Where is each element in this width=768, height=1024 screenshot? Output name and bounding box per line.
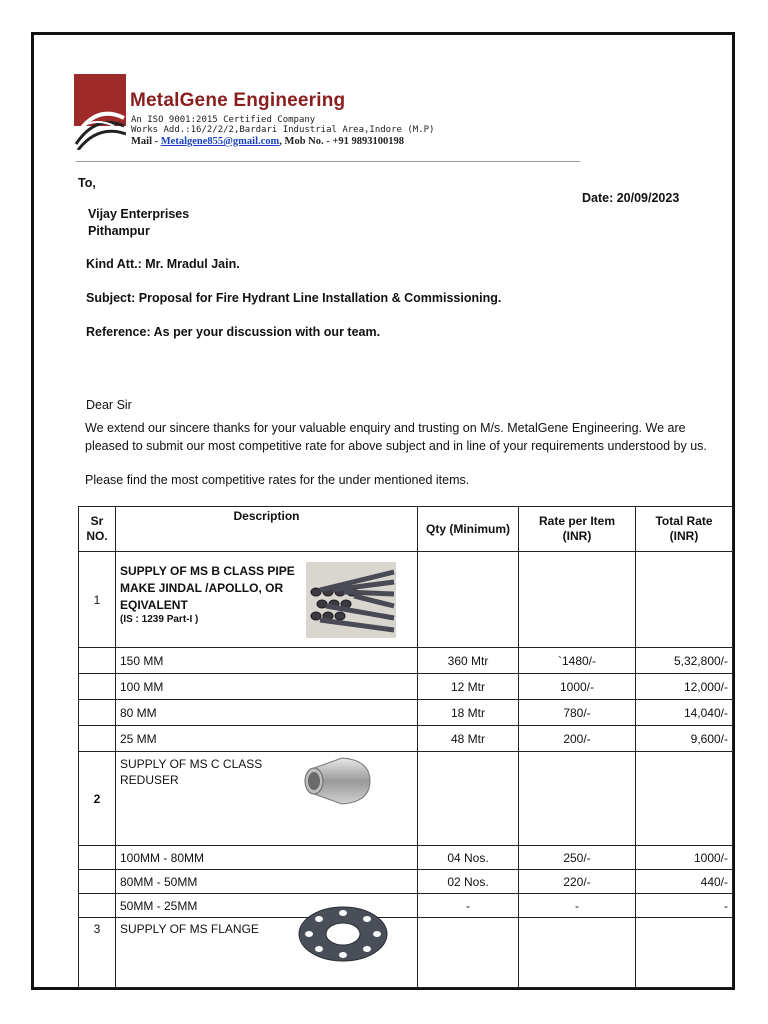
section-total bbox=[636, 552, 733, 648]
section-title: SUPPLY OF MS B CLASS PIPE MAKE JINDAL /APOLLO, OR EQIVALENT bbox=[120, 564, 295, 612]
item-total: 440/- bbox=[636, 870, 733, 894]
contact-line bbox=[131, 136, 404, 147]
flange-image bbox=[296, 904, 390, 964]
item-qty: 02 Nos. bbox=[418, 870, 519, 894]
item-desc: 25 MM bbox=[116, 726, 418, 752]
item-qty: 18 Mtr bbox=[418, 700, 519, 726]
sr-cell bbox=[79, 674, 116, 700]
table-row bbox=[79, 700, 733, 726]
letter-date: Date: 20/09/2023 bbox=[582, 191, 680, 205]
sr-cell bbox=[79, 700, 116, 726]
item-total: 1000/- bbox=[636, 846, 733, 870]
recipient-city: Pithampur bbox=[88, 224, 150, 238]
section-qty bbox=[418, 552, 519, 648]
section-row-1 bbox=[79, 552, 733, 648]
sr-cell bbox=[79, 894, 116, 918]
table-header-row bbox=[79, 507, 733, 552]
item-desc: 100 MM bbox=[116, 674, 418, 700]
item-rate: `1480/- bbox=[519, 648, 636, 674]
section-description bbox=[116, 918, 418, 988]
section-qty bbox=[418, 752, 519, 846]
pipe-bundle-image bbox=[306, 562, 396, 638]
item-total: 9,600/- bbox=[636, 726, 733, 752]
item-qty: 360 Mtr bbox=[418, 648, 519, 674]
section-title: SUPPLY OF MS C CLASS REDUSER bbox=[120, 757, 263, 787]
item-rate: 220/- bbox=[519, 870, 636, 894]
table-row bbox=[79, 870, 733, 894]
header-total: Total Rate (INR) bbox=[636, 507, 733, 552]
table-row bbox=[79, 648, 733, 674]
section-rate bbox=[519, 918, 636, 988]
company-tagline bbox=[131, 115, 434, 135]
item-qty: 48 Mtr bbox=[418, 726, 519, 752]
header-divider bbox=[76, 161, 580, 162]
section-rate bbox=[519, 552, 636, 648]
reducer-image bbox=[300, 754, 372, 808]
item-total: 14,040/- bbox=[636, 700, 733, 726]
company-logo-icon bbox=[74, 74, 126, 150]
recipient-name: Vijay Enterprises bbox=[88, 207, 190, 221]
item-total: 5,32,800/- bbox=[636, 648, 733, 674]
item-qty: - bbox=[418, 894, 519, 918]
item-desc: 100MM - 80MM bbox=[116, 846, 418, 870]
sr-cell bbox=[79, 846, 116, 870]
item-qty: 12 Mtr bbox=[418, 674, 519, 700]
section-note: (IS : 1239 Part-I ) bbox=[120, 614, 199, 625]
header-qty: Qty (Minimum) bbox=[418, 507, 519, 552]
to-label: To, bbox=[78, 176, 96, 190]
iso-line: An ISO 9001:2015 Certified Company bbox=[131, 115, 316, 125]
item-desc: 50MM - 25MM bbox=[116, 894, 418, 918]
item-desc: 80 MM bbox=[116, 700, 418, 726]
sr-number: 2 bbox=[79, 752, 116, 846]
item-total: - bbox=[636, 894, 733, 918]
sr-number: 1 bbox=[79, 552, 116, 648]
item-rate: 780/- bbox=[519, 700, 636, 726]
section-title: SUPPLY OF MS FLANGE bbox=[120, 922, 259, 936]
mobile-number: , Mob No. - +91 9893100198 bbox=[279, 136, 404, 147]
table-row bbox=[79, 726, 733, 752]
section-row-3 bbox=[79, 918, 733, 988]
table-row bbox=[79, 846, 733, 870]
sr-number: 3 bbox=[79, 918, 116, 988]
item-rate: 200/- bbox=[519, 726, 636, 752]
section-total bbox=[636, 918, 733, 988]
section-description bbox=[116, 752, 418, 846]
section-qty bbox=[418, 918, 519, 988]
intro-paragraph: We extend our sincere thanks for your valuable enquiry and trusting on M/s. MetalGene Engineering. We are pleased to submit our most competitive rate for above subject and in line of your requirements understood by us. bbox=[85, 421, 707, 453]
sr-cell bbox=[79, 870, 116, 894]
rates-intro: Please find the most competitive rates for the under mentioned items. bbox=[85, 473, 470, 487]
quotation-table bbox=[78, 506, 733, 988]
item-qty: 04 Nos. bbox=[418, 846, 519, 870]
table-row bbox=[79, 894, 733, 918]
item-rate: 1000/- bbox=[519, 674, 636, 700]
header-sr: Sr NO. bbox=[79, 507, 116, 552]
sr-cell bbox=[79, 726, 116, 752]
item-desc: 150 MM bbox=[116, 648, 418, 674]
letter-subject: Subject: Proposal for Fire Hydrant Line Installation & Commissioning. bbox=[86, 291, 502, 305]
section-description bbox=[116, 552, 418, 648]
header-description: Description bbox=[116, 507, 418, 552]
letter-reference: Reference: As per your discussion with our team. bbox=[86, 325, 381, 339]
section-rate bbox=[519, 752, 636, 846]
item-rate: 250/- bbox=[519, 846, 636, 870]
kind-attention: Kind Att.: Mr. Mradul Jain. bbox=[86, 257, 240, 271]
item-total: 12,000/- bbox=[636, 674, 733, 700]
item-rate: - bbox=[519, 894, 636, 918]
item-desc: 80MM - 50MM bbox=[116, 870, 418, 894]
salutation: Dear Sir bbox=[86, 398, 132, 412]
email-link[interactable]: Metalgene855@gmail.com bbox=[160, 136, 280, 147]
sr-cell bbox=[79, 648, 116, 674]
section-total bbox=[636, 752, 733, 846]
company-name: MetalGene Engineering bbox=[130, 90, 346, 111]
header-rate: Rate per Item (INR) bbox=[519, 507, 636, 552]
section-row-2 bbox=[79, 752, 733, 846]
mail-prefix: Mail - bbox=[131, 136, 159, 147]
works-address: Works Add.:16/2/2/2,Bardari Industrial Area,Indore (M.P) bbox=[131, 125, 435, 135]
table-row bbox=[79, 674, 733, 700]
